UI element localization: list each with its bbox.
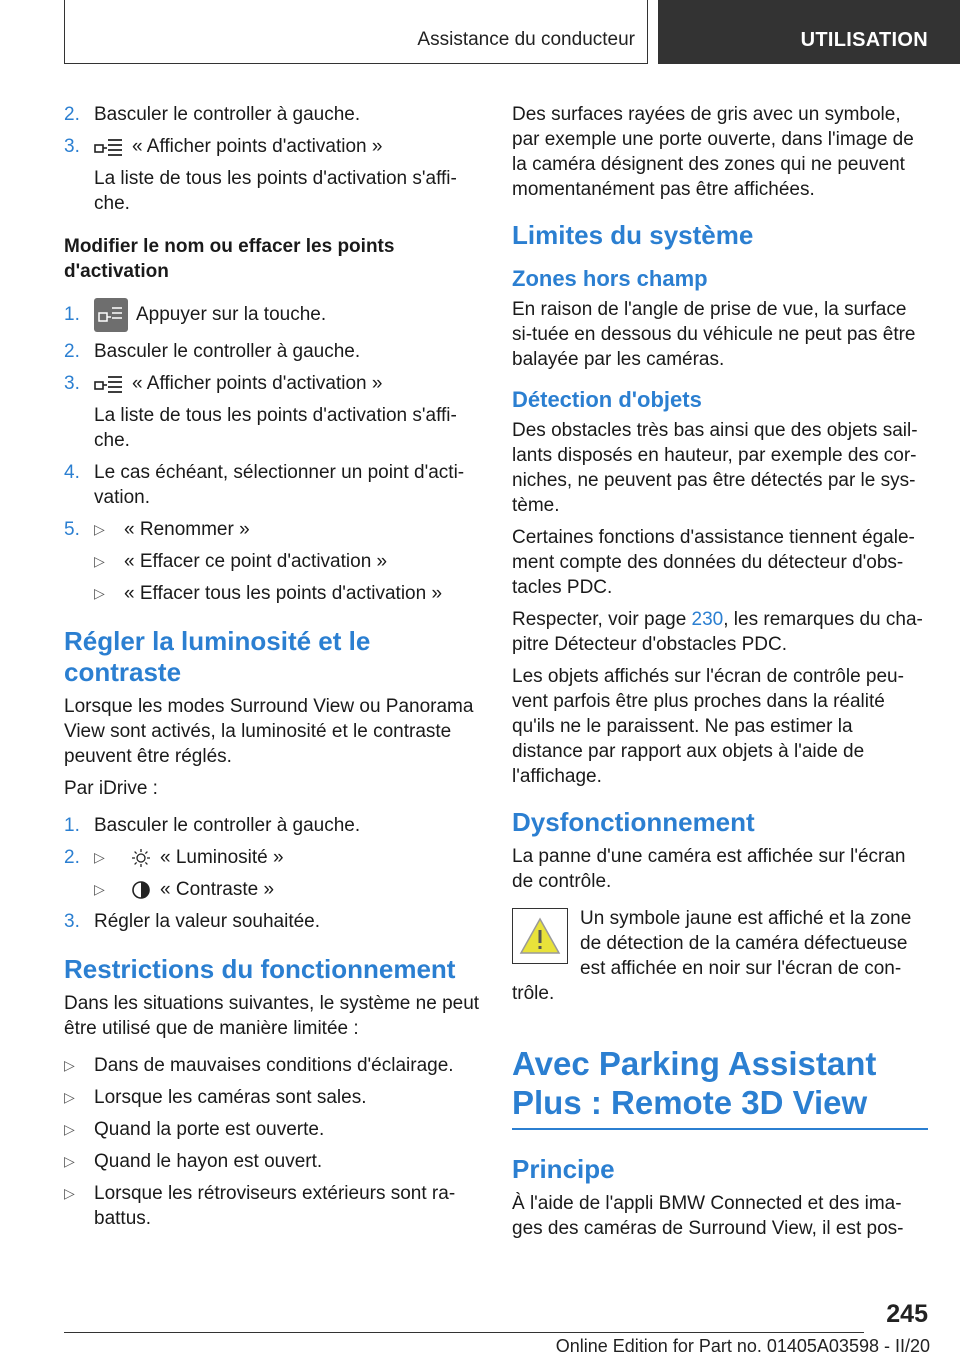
heading-detection: Détection d'objets — [512, 387, 702, 412]
paragraph-objects: Les objets affichés sur l'écran de contrôle peu-vent parfois être plus proches dans la réalité qu'ils ne le paraissent. Ne pas estimer la distance par rapport aux objets à l'aide de l'affichage. — [512, 666, 904, 787]
bullet-text: Quand la porte est ouverte. — [94, 1119, 325, 1141]
option-item — [94, 517, 480, 542]
bullet-triangle-icon: ▷ — [64, 1121, 75, 1138]
paragraph-principle: À l'aide de l'appli BMW Connected et des ima-ges des caméras de Surround View, il est pos- — [512, 1193, 904, 1239]
warning-block — [512, 906, 928, 1006]
paragraph-detection: Des obstacles très bas ainsi que des objets sail-lants disposés en hauteur, par exemple des cor-niches, ne peuvent pas être détectés par le sys-tème. — [512, 420, 918, 516]
bullet-triangle-icon: ▷ — [94, 553, 105, 570]
step-number: 1. — [64, 815, 80, 837]
header-section-box — [64, 0, 648, 64]
modify-step-1 — [64, 298, 480, 332]
modify-step-4 — [64, 460, 480, 510]
step-number: 2. — [64, 104, 80, 125]
step-number: 2. — [64, 341, 80, 363]
header-section-title: Assistance du conducteur — [417, 29, 635, 50]
respect-text: Respecter, voir page — [512, 609, 692, 630]
key-button-icon — [94, 298, 128, 332]
activation-points-icon — [94, 374, 124, 394]
bullet-text: Dans de mauvaises conditions d'éclairage. — [94, 1055, 454, 1077]
step-continuation: La liste de tous les points d'activation s'affi-che. — [94, 405, 457, 452]
heading-principle: Principe — [512, 1154, 615, 1184]
step-number: 3. — [64, 911, 80, 933]
step-text: Le cas échéant, sélectionner un point d'acti-vation. — [94, 462, 465, 509]
option-item — [94, 549, 480, 574]
bullet-triangle-icon: ▷ — [94, 881, 105, 898]
left-column — [64, 102, 480, 1238]
bullet-triangle-icon: ▷ — [64, 1089, 75, 1106]
footer-edition: Online Edition for Part no. 01405A03598 - II/20 — [555, 1336, 930, 1356]
page-link[interactable]: 230 — [691, 609, 724, 630]
brightness-step-3 — [64, 909, 480, 934]
step-number: 2. — [64, 847, 80, 869]
step-text: Régler la valeur souhaitée. — [94, 911, 321, 933]
step-text: Basculer le controller à gauche. — [94, 104, 361, 125]
step-number: 4. — [64, 462, 80, 484]
bullet-triangle-icon: ▷ — [94, 849, 105, 866]
bullet-item — [64, 1181, 480, 1231]
contrast-icon — [130, 879, 152, 901]
heading-brightness: Régler la luminosité et le contraste — [64, 626, 371, 688]
heading-malfunction: Dysfonctionnement — [512, 807, 755, 837]
bullet-item — [64, 1117, 480, 1142]
option-text: « Luminosité » — [160, 847, 284, 869]
step-continuation: La liste de tous les points d'activation s'affi-che. — [94, 168, 457, 214]
step-text: « Afficher points d'activation » — [132, 136, 383, 157]
step-3 — [64, 134, 480, 159]
option-text: « Renommer » — [124, 519, 250, 541]
warning-text: Un symbole jaune est affiché et la zone de détection de la caméra défectueuse est affichée en noir sur l'écran de con-trôle. — [512, 908, 912, 1004]
option-item — [94, 877, 480, 902]
option-text: « Effacer ce point d'activation » — [124, 551, 388, 573]
bullet-triangle-icon: ▷ — [94, 585, 105, 602]
option-text: « Contraste » — [160, 879, 275, 901]
paragraph-brightness: Lorsque les modes Surround View ou Panorama View sont activés, la luminosité et le contraste peuvent être réglés. — [64, 696, 474, 768]
heading-limits: Limites du système — [512, 220, 754, 250]
modify-step-5 — [64, 517, 480, 606]
option-text: « Effacer tous les points d'activation » — [124, 583, 443, 605]
bullet-triangle-icon: ▷ — [64, 1153, 75, 1170]
brightness-step-2 — [64, 845, 480, 902]
step-text: Appuyer sur la touche. — [136, 304, 327, 326]
bullet-item — [64, 1149, 480, 1174]
paragraph-malfunction: La panne d'une caméra est affichée sur l'écran de contrôle. — [512, 846, 906, 892]
bullet-triangle-icon: ▷ — [64, 1185, 75, 1202]
page-number: 245 — [886, 1300, 928, 1328]
bullet-text: Lorsque les rétroviseurs extérieurs sont ra-battus. — [94, 1183, 456, 1230]
modify-step-3 — [64, 371, 480, 396]
option-item — [94, 845, 480, 870]
step-text: Basculer le controller à gauche. — [94, 341, 361, 363]
bullet-text: Quand le hayon est ouvert. — [94, 1151, 323, 1173]
header-chapter-title: UTILISATION — [800, 29, 928, 51]
activation-points-icon — [94, 137, 124, 157]
header-chapter-box — [658, 0, 960, 64]
paragraph-intro: Des surfaces rayées de gris avec un symbole, par exemple une porte ouverte, dans l'image de la caméra désignent des zones qui ne peuvent momentanément pas être affichées. — [512, 104, 914, 200]
respect-text: , les remarques du cha-pitre Détecteur d'obstacles PDC. — [512, 609, 923, 655]
bullet-item — [64, 1085, 480, 1110]
heading-parking-assistant: Avec Parking Assistant Plus : Remote 3D View — [512, 1044, 928, 1130]
step-2 — [64, 102, 480, 127]
step-number: 1. — [64, 304, 80, 325]
bullet-text: Lorsque les caméras sont sales. — [94, 1087, 367, 1109]
step-number: 5. — [64, 519, 80, 541]
modify-step-2 — [64, 339, 480, 364]
paragraph-respect — [512, 607, 928, 657]
bullet-triangle-icon: ▷ — [64, 1057, 75, 1074]
paragraph-idrive: Par iDrive : — [64, 778, 158, 800]
subheading-modify: Modifier le nom ou effacer les points d'activation — [64, 236, 395, 282]
heading-zones: Zones hors champ — [512, 266, 708, 291]
bullet-item — [64, 1053, 480, 1078]
bullet-triangle-icon: ▷ — [94, 521, 105, 538]
step-number: 3. — [64, 373, 80, 395]
paragraph-assist-functions: Certaines fonctions d'assistance tiennent égale-ment compte des données du détecteur d'obs-tacles PDC. — [512, 527, 915, 598]
step-text: « Afficher points d'activation » — [132, 373, 383, 395]
brightness-step-1 — [64, 813, 480, 838]
heading-restrictions: Restrictions du fonctionnement — [64, 954, 456, 985]
paragraph-zones: En raison de l'angle de prise de vue, la surface si-tuée en dessous du véhicule ne peut pas être balayée par les caméras. — [512, 299, 916, 370]
paragraph-restrictions: Dans les situations suivantes, le système ne peut être utilisé que de manière limitée : — [64, 993, 480, 1040]
option-item — [94, 581, 480, 606]
step-number: 3. — [64, 136, 80, 157]
brightness-icon — [130, 847, 152, 869]
right-column — [512, 102, 928, 1248]
step-text: Basculer le controller à gauche. — [94, 815, 361, 837]
warning-triangle-icon — [512, 908, 568, 964]
footer-divider — [64, 1332, 864, 1333]
